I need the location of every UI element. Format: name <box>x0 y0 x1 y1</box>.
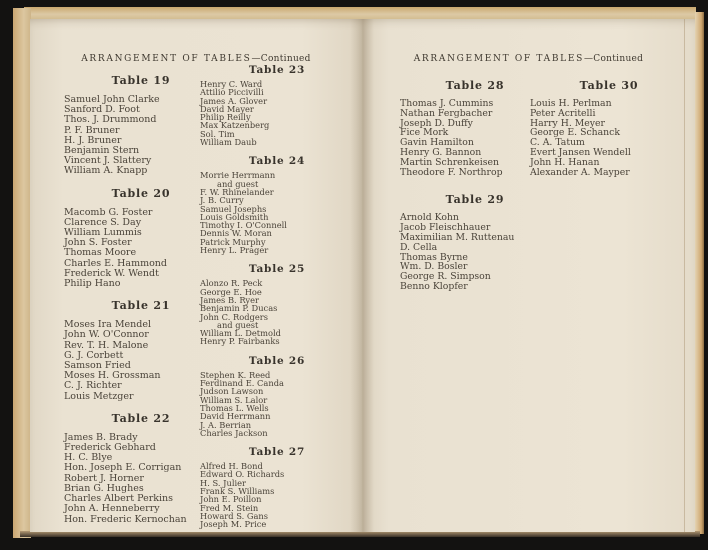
name-line: G. J. Corbett <box>64 349 124 361</box>
name-line: Brian G. Hughes <box>64 482 144 494</box>
table-names <box>400 99 550 177</box>
name-line: Maximilian M. Ruttenau <box>400 231 515 243</box>
page-left <box>30 19 362 532</box>
book-right-edge <box>695 12 704 534</box>
name-line: J. B. Curry <box>200 195 244 206</box>
page-header <box>362 54 695 64</box>
name-line: John E. Poillon <box>200 494 262 505</box>
table-section <box>64 299 218 402</box>
name-line: Philip Hano <box>64 278 121 290</box>
name-line: Charles E. Hammond <box>64 257 168 269</box>
name-line: Jacob Fleischhauer <box>400 222 491 234</box>
table-title: Table 30 <box>579 79 639 92</box>
name-line: Howard S. Gans <box>200 510 269 521</box>
name-line: P. F. Bruner <box>64 124 120 136</box>
name-line: David Herrmann <box>200 411 271 422</box>
table-section <box>400 193 550 291</box>
name-line: Henry C. Ward <box>200 79 263 89</box>
name-line: Samuel John Clarke <box>64 94 160 105</box>
name-line: Benno Klopfer <box>400 280 468 292</box>
name-line: James A. Glover <box>200 95 268 106</box>
name-line: Joseph M. Price <box>200 519 267 530</box>
table-names <box>200 462 354 528</box>
table-title: Table 25 <box>248 263 306 276</box>
table-section <box>200 355 354 437</box>
name-line: Ferdinand E. Canda <box>200 378 284 389</box>
name-line: Alexander A. Mayper <box>530 166 630 178</box>
name-line: Frederick Gebhard <box>64 442 156 454</box>
name-line: George E. Hoe <box>200 286 262 297</box>
name-line: Arnold Kohn <box>400 212 459 224</box>
name-line: H. J. Bruner <box>64 134 122 146</box>
name-line: George E. Schanck <box>530 127 621 139</box>
name-line: James B. Ryer <box>200 294 259 305</box>
table-title: Table 21 <box>111 299 171 313</box>
name-line: William Lummis <box>64 227 142 239</box>
table-names <box>64 433 218 525</box>
name-line: Hon. Joseph E. Corrigan <box>64 462 182 474</box>
table-names <box>200 171 354 254</box>
table-section <box>400 79 550 177</box>
name-line: Stephen K. Reed <box>200 369 271 380</box>
name-line: Henry G. Bannon <box>400 146 482 158</box>
name-line: Alonzo R. Peck <box>200 278 263 289</box>
table-names <box>200 371 354 437</box>
name-line: Peter Acritelli <box>530 107 596 119</box>
name-line: David Mayer <box>200 103 254 114</box>
table-names <box>200 80 354 146</box>
name-line: Philip Reilly <box>200 112 251 123</box>
name-line: Benjamin P. Ducas <box>200 303 278 314</box>
name-line: Henry L. Prager <box>200 245 269 256</box>
name-line: Theodore F. Northrop <box>400 166 503 178</box>
table-title: Table 28 <box>445 79 505 92</box>
name-line: H. C. Blye <box>64 452 113 464</box>
table-names <box>200 279 354 345</box>
table-names <box>64 95 218 177</box>
table-section <box>530 79 688 177</box>
page-header-continued: —Continued <box>251 54 311 64</box>
name-line: Dennis W. Moran <box>200 228 272 239</box>
table-names <box>530 99 688 177</box>
table-title: Table 26 <box>248 354 306 367</box>
table-title: Table 22 <box>111 411 171 425</box>
left-page-column-2 <box>200 64 354 537</box>
name-line: Moses H. Grossman <box>64 370 161 382</box>
table-names <box>64 208 218 290</box>
name-line: J. A. Berrian <box>200 419 252 430</box>
name-line: James B. Brady <box>64 431 138 443</box>
page-header-title: ARRANGEMENT OF TABLES <box>413 54 584 64</box>
name-line: Vincent J. Slattery <box>64 155 152 167</box>
table-title: Table 24 <box>248 155 306 168</box>
table-section <box>200 64 354 146</box>
name-line: John H. Hanan <box>530 156 600 168</box>
name-line: Samuel Josephs <box>200 203 267 214</box>
name-line: Moses Ira Mendel <box>64 319 152 331</box>
name-line: John A. Henneberry <box>64 503 160 515</box>
name-line: Wm. D. Bosler <box>400 261 468 273</box>
name-line: Hon. Frederic Kernochan <box>64 513 187 525</box>
name-line: John C. Rodgers <box>200 311 268 322</box>
name-line: Edward O. Richards <box>200 469 285 480</box>
table-names <box>400 213 550 291</box>
name-line: C. J. Richter <box>64 380 122 392</box>
table-section <box>64 74 218 177</box>
table-section <box>64 412 218 525</box>
name-line: Thos. J. Drummond <box>64 114 157 126</box>
table-section <box>64 187 218 290</box>
name-line: C. A. Tatum <box>530 137 585 149</box>
name-line: Patrick Murphy <box>200 236 266 247</box>
name-line: Charles Albert Perkins <box>64 493 174 505</box>
name-line: Judson Lawson <box>200 386 264 397</box>
name-line: F. W. Rhinelander <box>200 186 274 197</box>
name-line: John S. Foster <box>64 237 132 249</box>
name-line: H. S. Julier <box>200 477 247 488</box>
name-line: Frederick W. Wendt <box>64 267 159 279</box>
name-line: Joseph D. Duffy <box>400 117 473 129</box>
name-line: William A. Knapp <box>64 165 148 177</box>
page-header-title: ARRANGEMENT OF TABLES <box>81 54 252 64</box>
name-line: Thomas L. Wells <box>200 402 269 413</box>
name-line: Louis Goldsmith <box>200 211 269 222</box>
name-line: Thomas J. Cummins <box>400 98 494 109</box>
book-gutter-shadow <box>350 19 374 532</box>
name-line: Evert Jansen Wendell <box>530 146 631 158</box>
name-line: Martin Schrenkeisen <box>400 156 500 168</box>
name-line: Attilio Piccivilli <box>200 87 264 98</box>
name-line: Nathan Fergbacher <box>400 107 493 119</box>
name-line: D. Cella <box>400 241 438 253</box>
name-line: Sol. Tim <box>200 128 235 139</box>
page-header-continued: —Continued <box>583 54 644 64</box>
table-title: Table 27 <box>248 446 306 459</box>
name-line: John W. O'Connor <box>64 329 149 341</box>
name-line: and guest <box>217 319 259 330</box>
book-left-edge <box>13 8 31 538</box>
table-title: Table 23 <box>248 64 306 76</box>
page-right <box>362 19 695 532</box>
table-title: Table 19 <box>111 74 171 87</box>
right-page-column-1 <box>400 79 550 308</box>
name-line: Louis H. Perlman <box>530 98 612 109</box>
name-line: Samson Fried <box>64 360 131 372</box>
table-names <box>64 320 218 402</box>
left-page-column-1 <box>64 74 218 535</box>
name-line: Thomas Moore <box>64 247 137 259</box>
name-line: Charles Jackson <box>200 427 268 438</box>
name-line: William Daub <box>200 137 257 148</box>
name-line: Louis Metzger <box>64 390 134 402</box>
name-line: Thomas Byrne <box>400 251 468 263</box>
name-line: William L. Detmold <box>200 328 281 339</box>
name-line: Timothy I. O'Connell <box>200 220 287 231</box>
table-section <box>200 263 354 345</box>
name-line: Max Katzenberg <box>200 120 270 131</box>
name-line: Gavin Hamilton <box>400 137 474 149</box>
name-line: Clarence S. Day <box>64 216 142 228</box>
name-line: Morrie Herrmann <box>200 170 276 181</box>
table-title: Table 29 <box>445 193 505 207</box>
right-page-column-2 <box>530 79 688 193</box>
name-line: Macomb G. Foster <box>64 206 153 218</box>
name-line: Benjamin Stern <box>64 145 140 157</box>
table-section <box>200 155 354 254</box>
name-line: Alfred H. Bond <box>200 461 263 472</box>
name-line: Frank S. Williams <box>200 485 275 496</box>
name-line: George R. Simpson <box>400 271 491 283</box>
name-line: Fice Mork <box>400 127 449 139</box>
name-line: Sanford D. Foot <box>64 104 140 116</box>
name-line: Harry H. Meyer <box>530 117 605 129</box>
table-section <box>200 446 354 528</box>
name-line: Rev. T. H. Malone <box>64 339 149 351</box>
name-line: Henry P. Fairbanks <box>200 336 280 347</box>
page-header <box>30 54 362 64</box>
name-line: and guest <box>217 178 259 189</box>
name-line: William S. Lalor <box>200 394 268 405</box>
name-line: Fred M. Stein <box>200 502 259 513</box>
name-line: Robert J. Horner <box>64 472 144 484</box>
table-title: Table 20 <box>111 186 171 200</box>
